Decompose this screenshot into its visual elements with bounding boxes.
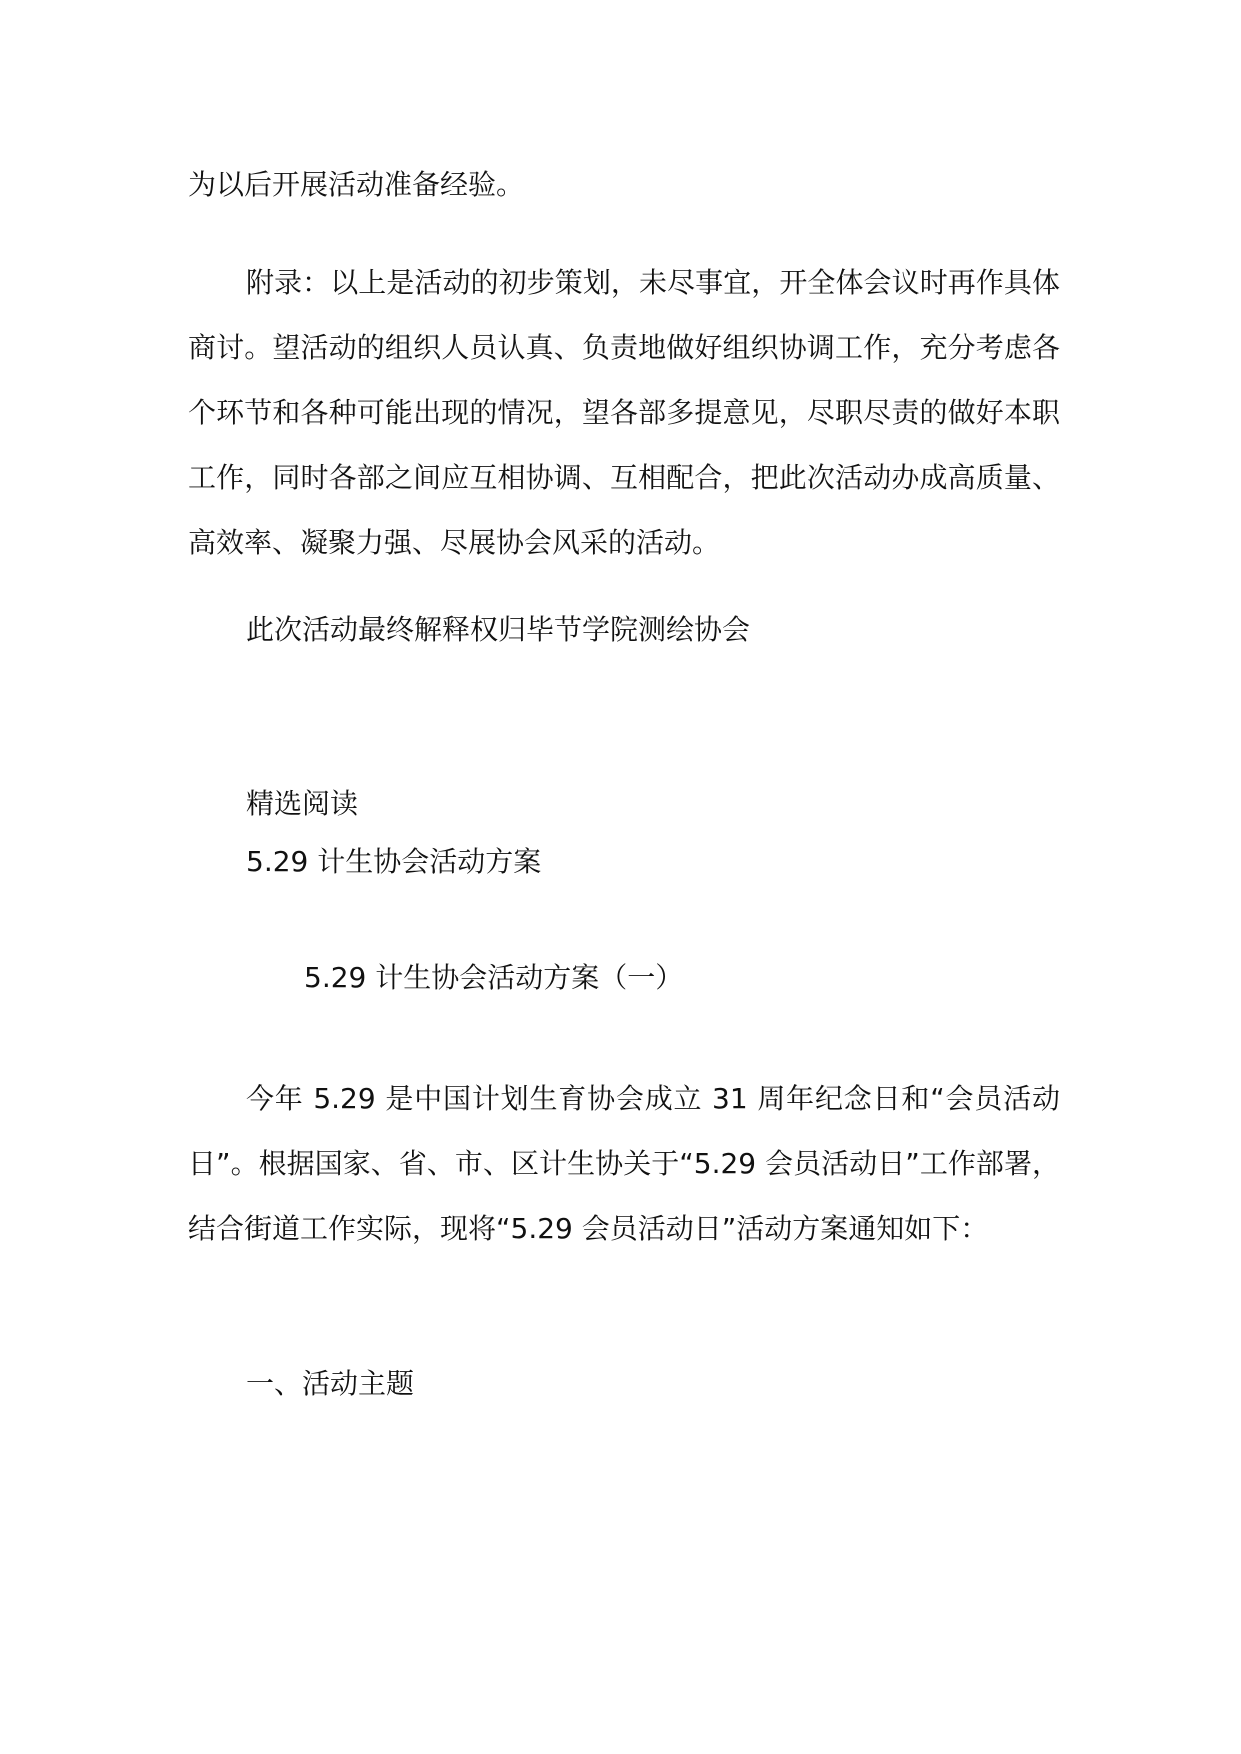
paragraph-appendix: 附录：以上是活动的初步策划，未尽事宜，开全体会议时再作具体商讨。望活动的组织人员认真、负责地做好组织协调工作，充分考虑各个环节和各种可能出现的情况，望各部多提意见，尽职尽责的做好本职工作，同时各部之间应互相协调、互相配合，把此次活动办成高质量、高效率、凝聚力强、尽展协会风采的活动。: [188, 266, 1060, 559]
paragraph-intro: 今年 5.29 是中国计划生育协会成立 31 周年纪念日和“会员活动日”。根据国家、省、市、区计生协关于“5.29 会员活动日”工作部署，结合街道工作实际，现将“5.29 会员活动日”活动方案通知如下：: [188, 1082, 1060, 1245]
section-title: 5.29 计生协会活动方案（一）: [304, 961, 684, 994]
paragraph-interpretation-rights: 此次活动最终解释权归毕节学院测绘协会: [246, 613, 751, 646]
paragraph-closing-line: 为以后开展活动准备经验。: [188, 168, 525, 201]
featured-article-title: 5.29 计生协会活动方案: [246, 845, 542, 878]
heading-activity-theme: 一、活动主题: [246, 1367, 415, 1400]
featured-reading-label: 精选阅读: [246, 787, 359, 820]
